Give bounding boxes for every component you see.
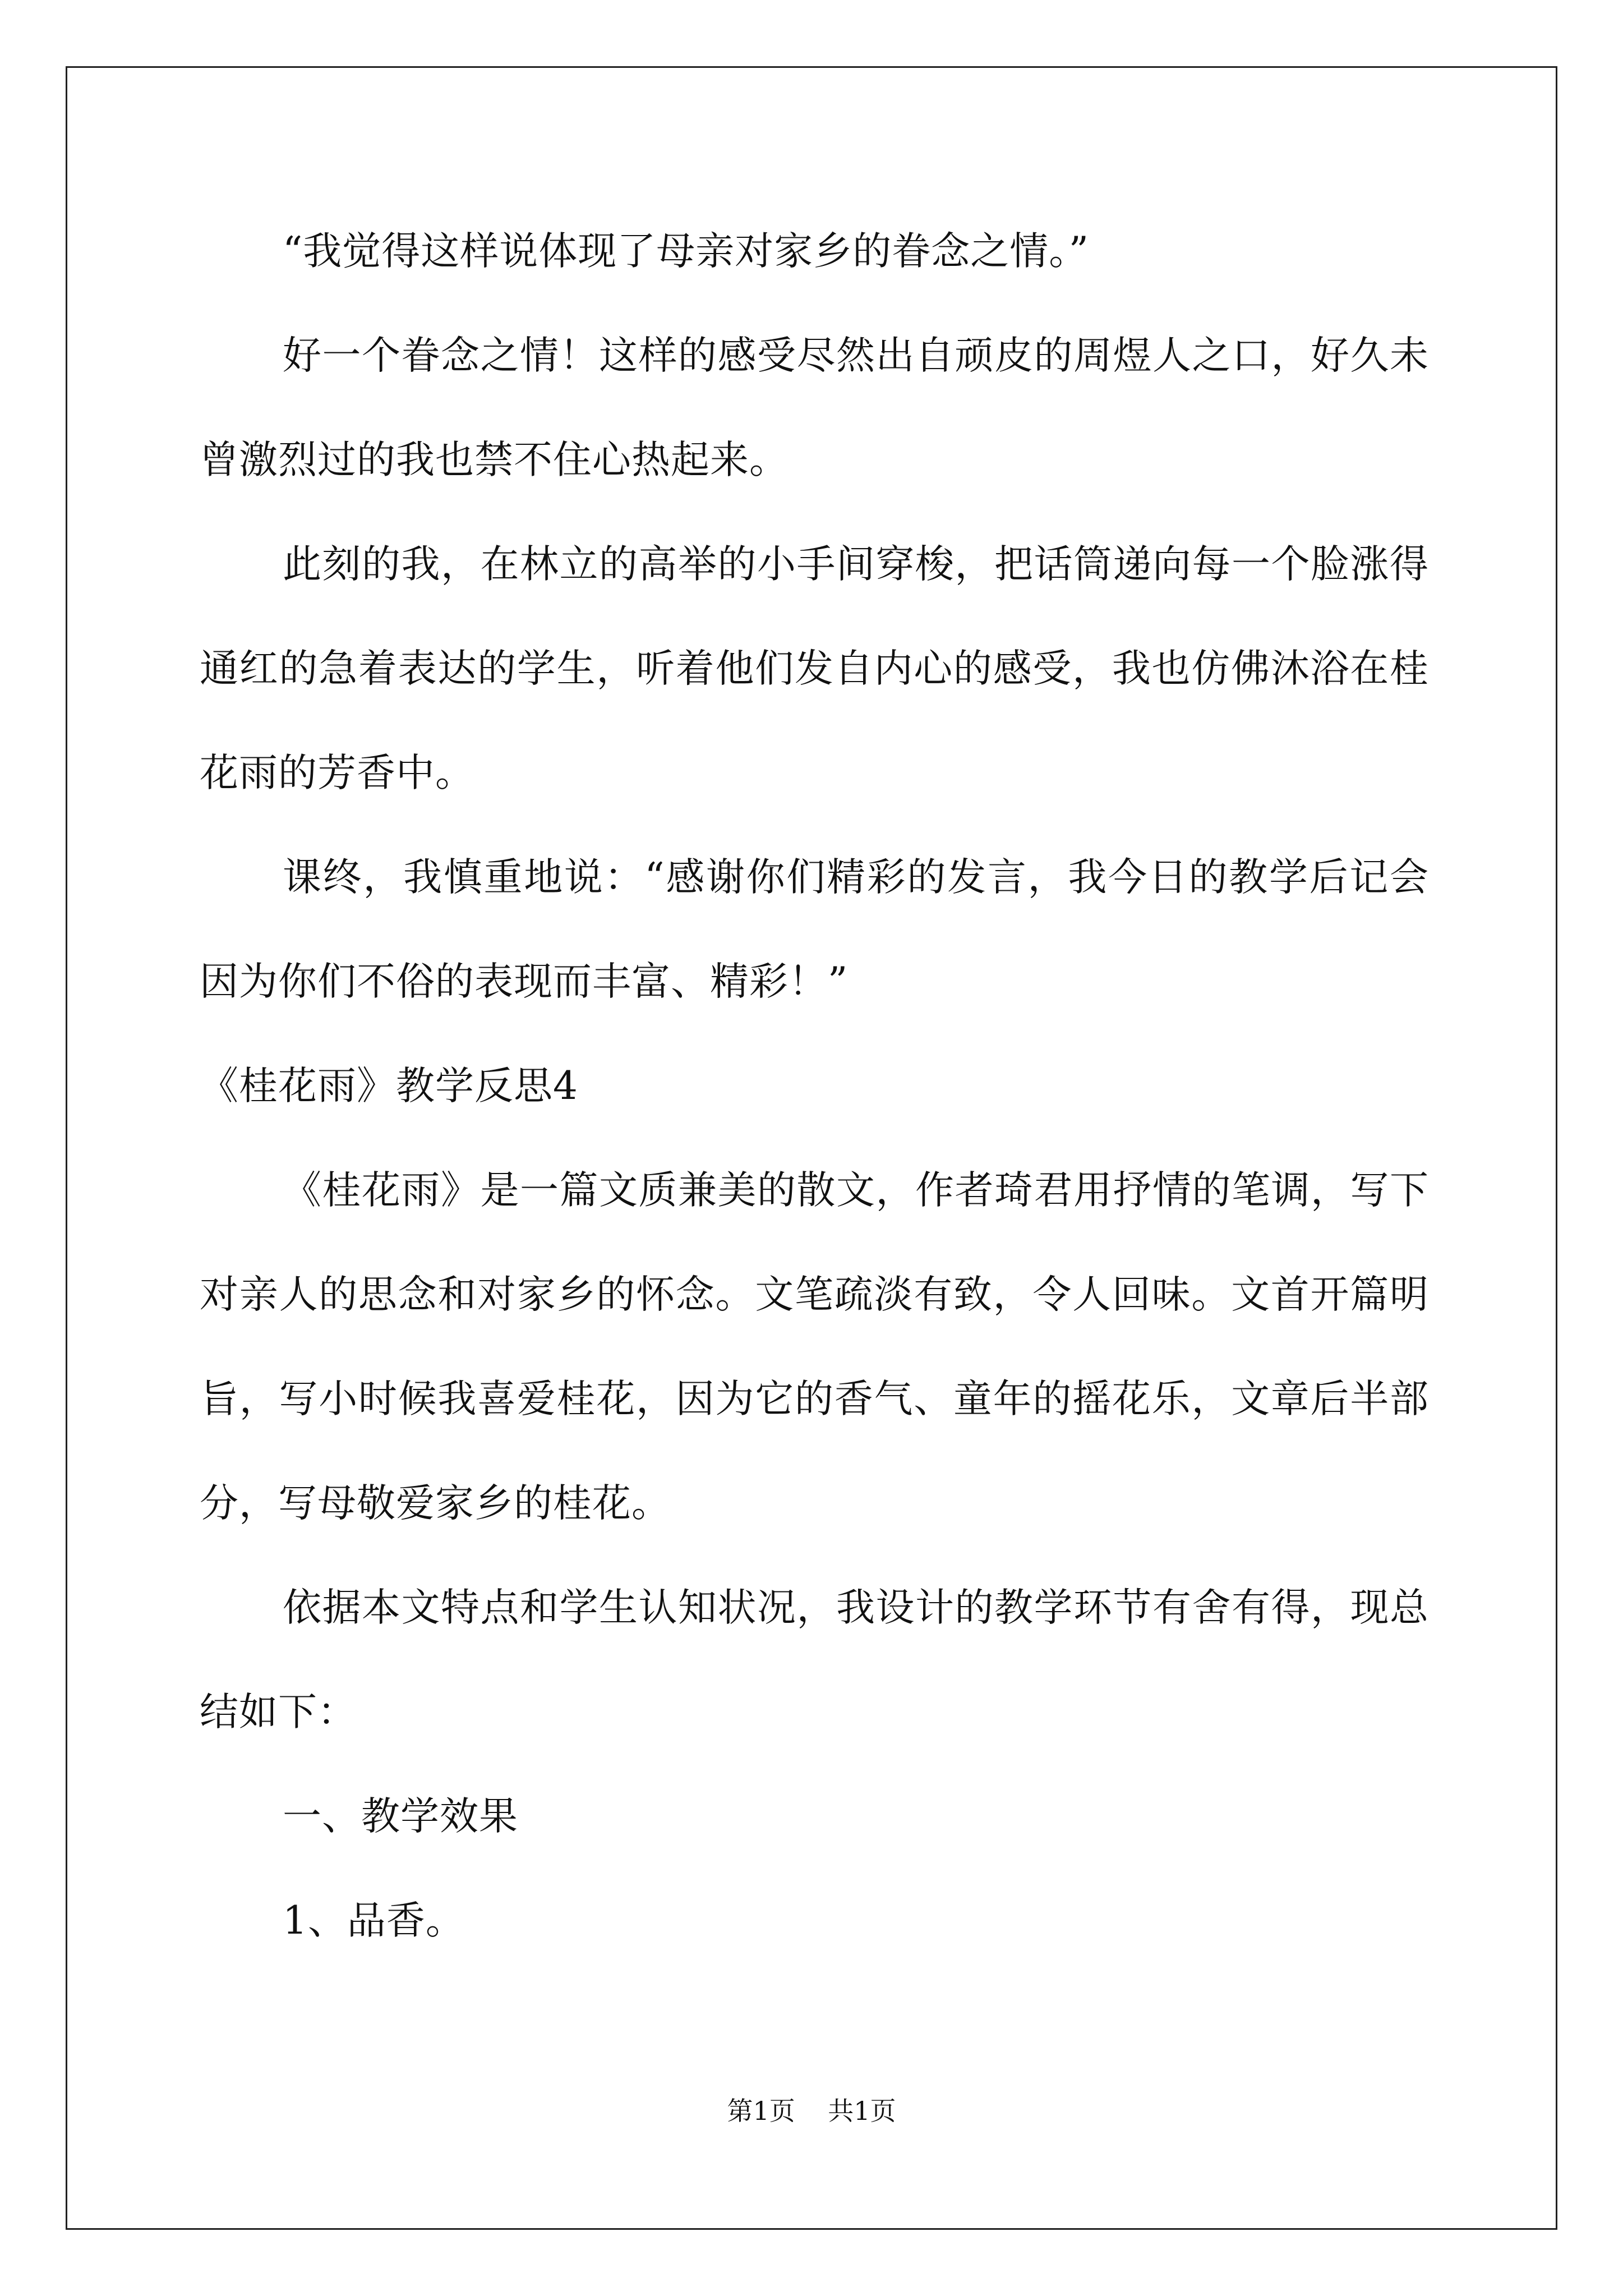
paragraph-design: 依据本文特点和学生认知状况，我设计的教学环节有舍有得，现总结如下： bbox=[200, 1585, 1429, 1734]
paragraph-quote: “我觉得这样说体现了母亲对家乡的眷念之情。” bbox=[283, 229, 1090, 274]
heading-teaching-effect: 一、教学效果 bbox=[283, 1794, 518, 1839]
paragraph-intro: 《桂花雨》是一篇文质兼美的散文，作者琦君用抒情的笔调，写下对亲人的思念和对家乡的怀念。文笔疏淡有致，令人回味。文首开篇明旨，写小时候我喜爱桂花，因为它的香气、童年的摇花乐，文章后半部分，写母敬爱家乡的桂花。 bbox=[200, 1168, 1429, 1526]
list-item-fragrance: 1、品香。 bbox=[283, 1898, 465, 1943]
paragraph-feeling: 好一个眷念之情！这样的感受尽然出自顽皮的周煜人之口，好久未曾激烈过的我也禁不住心热起来。 bbox=[200, 333, 1429, 482]
section-title: 《桂花雨》教学反思4 bbox=[200, 1064, 578, 1108]
paragraph-closing: 课终，我慎重地说：“感谢你们精彩的发言，我今日的教学后记会因为你们不俗的表现而丰富、精彩！” bbox=[200, 855, 1429, 1004]
paragraph-moment: 此刻的我，在林立的高举的小手间穿梭，把话筒递向每一个脸涨得通红的急着表达的学生，听着他们发自内心的感受，我也仿佛沐浴在桂花雨的芳香中。 bbox=[200, 542, 1429, 795]
document-body bbox=[200, 199, 1429, 1973]
page-number: 第1页 bbox=[727, 2096, 795, 2126]
page-footer bbox=[0, 2094, 1623, 2128]
page-total: 共1页 bbox=[828, 2096, 896, 2126]
